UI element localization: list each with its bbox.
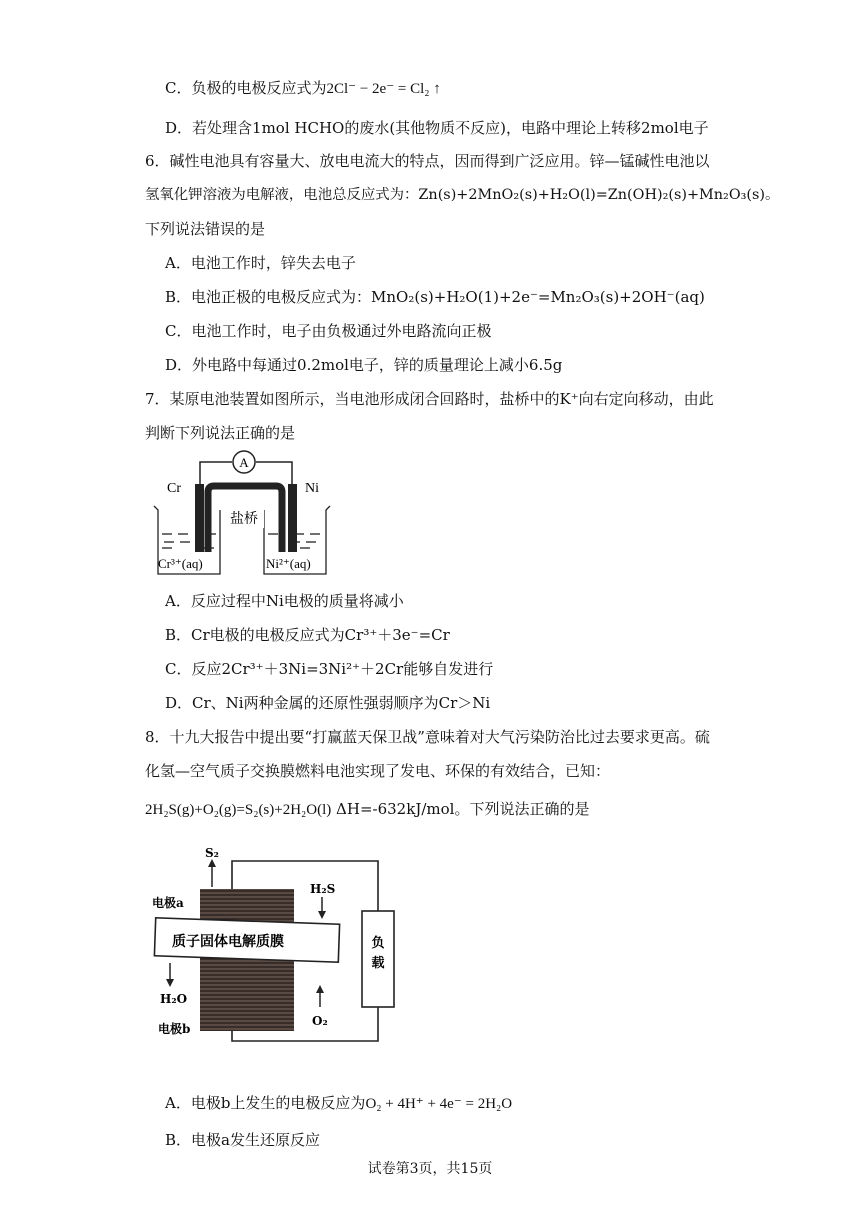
- electrode-a-label: 电极a: [152, 896, 184, 910]
- q8-enthalpy-text: ΔH=-632kJ/mol。下列说法正确的是: [331, 800, 590, 818]
- ni-electrode: [288, 484, 297, 552]
- q8-stem-line3: [145, 799, 589, 820]
- q6-stem-line1: 6．碱性电池具有容量大、放电电流大的特点，因而得到广泛应用。锌—锰碱性电池以: [145, 152, 710, 170]
- q7-option-c: C．反应2Cr³⁺＋3Ni=3Ni²⁺＋2Cr能够自发进行: [165, 660, 494, 678]
- q5-option-d: D．若处理含1mol HCHO的废水(其他物质不反应)，电路中理论上转移2mol电子: [165, 119, 709, 137]
- page-footer: 试卷第3页，共15页: [367, 1161, 493, 1177]
- h2s-label: H₂S: [310, 882, 336, 896]
- q8-option-a: [165, 1093, 512, 1114]
- load-label-char1: 负: [371, 936, 385, 951]
- cr-solution-label: Cr³⁺(aq): [158, 556, 203, 571]
- q6-option-a: A．电池工作时，锌失去电子: [165, 254, 356, 272]
- membrane-label: 质子固体电解质膜: [172, 934, 284, 950]
- q6-stem-line2: 氢氧化钾溶液为电解液，电池总反应式为：Zn(s)+2MnO₂(s)+H₂O(l)=Zn(OH)₂(s)+Mn₂O₃(s)。: [145, 187, 780, 203]
- q5-option-c: [165, 78, 441, 99]
- q6-option-b: B．电池正极的电极反应式为：MnO₂(s)+H₂O(1)+2e⁻=Mn₂O₃(s)+2OH⁻(aq): [165, 288, 705, 306]
- q7-stem-line1: 7．某原电池装置如图所示，当电池形成闭合回路时，盐桥中的K⁺向右定向移动，由此: [145, 390, 714, 408]
- q8-reaction-equation: 2H₂S(g)+O₂(g)=S₂(s)+2H₂O(l): [145, 802, 332, 818]
- q8-option-a-equation: O₂ + 4H⁺ + 4e⁻ = 2H₂O: [365, 1096, 513, 1112]
- q5-option-c-equation: 2Cl⁻ − 2e⁻ = Cl₂ ↑: [326, 81, 441, 97]
- o2-label: O₂: [312, 1014, 328, 1028]
- q8-option-a-prefix: A．电极b上发生的电极反应为: [165, 1094, 366, 1112]
- ni-label: Ni: [305, 481, 319, 496]
- q8-stem-line2: 化氢—空气质子交换膜燃料电池实现了发电、环保的有效结合，已知：: [145, 762, 611, 780]
- q6-stem-line3: 下列说法错误的是: [145, 220, 266, 238]
- cr-electrode: [195, 484, 204, 552]
- q7-option-d: D．Cr、Ni两种金属的还原性强弱顺序为Cr＞Ni: [165, 694, 491, 712]
- ni-solution-label: Ni²⁺(aq): [266, 556, 311, 571]
- q7-option-a: A．反应过程中Ni电极的质量将减小: [165, 592, 404, 610]
- q6-option-c: C．电池工作时，电子由负极通过外电路流向正极: [165, 322, 492, 340]
- electrode-b-label: 电极b: [158, 1022, 191, 1036]
- q5-option-c-prefix: C．负极的电极反应式为: [165, 79, 327, 97]
- load-label-char2: 载: [371, 956, 385, 971]
- electrode-a: [200, 889, 294, 923]
- q6-option-d: D．外电路中每通过0.2mol电子，锌的质量理论上减小6.5g: [165, 356, 563, 374]
- electrode-b: [200, 957, 294, 1031]
- q7-stem-line2: 判断下列说法正确的是: [145, 424, 296, 442]
- q7-option-b: B．Cr电极的电极反应式为Cr³⁺＋3e⁻=Cr: [165, 626, 450, 644]
- fuel-cell-figure: [150, 845, 400, 1065]
- cr-label: Cr: [167, 481, 181, 496]
- ammeter-label: A: [239, 455, 249, 470]
- s2-label: S₂: [205, 846, 219, 860]
- salt-bridge-label: 盐桥: [230, 511, 258, 527]
- q8-option-b: B．电极a发生还原反应: [165, 1131, 320, 1149]
- h2o-label: H₂O: [160, 992, 188, 1006]
- galvanic-cell-figure: [150, 448, 340, 580]
- q8-stem-line1: 8．十九大报告中提出要“打赢蓝天保卫战”意味着对大气污染防治比过去要求更高。硫: [145, 728, 710, 746]
